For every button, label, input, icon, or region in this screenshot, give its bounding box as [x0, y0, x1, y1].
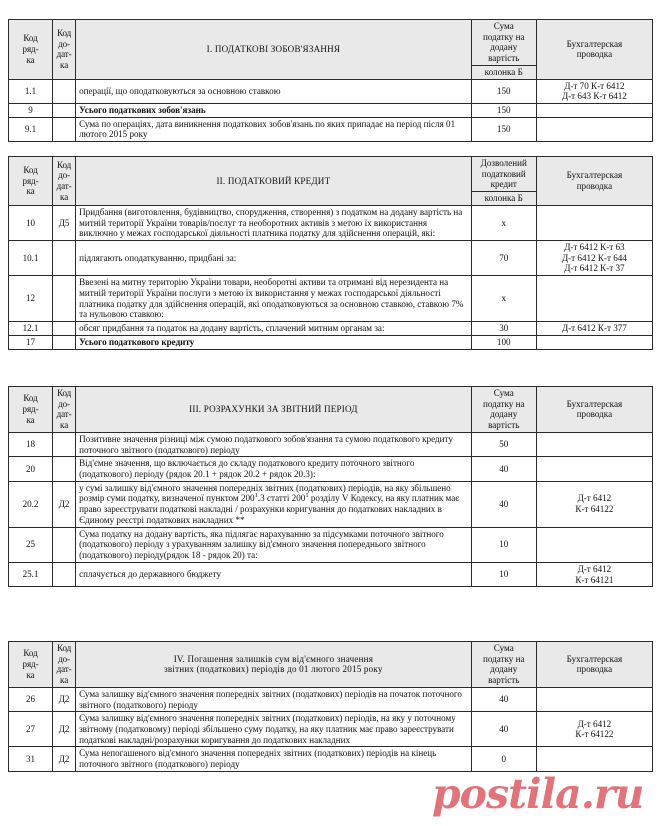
header-line: Код: [56, 159, 72, 170]
header-line: Сума: [493, 21, 514, 31]
row-entry: [536, 117, 652, 141]
title-line: IV. Погашення залишків сум від'ємного значення: [173, 653, 374, 664]
row-annex: [53, 117, 76, 141]
entry-line: Д-т 643 К-т 6412: [561, 91, 627, 102]
row-description: Сума непогашеного від'ємного значення попередніх звітних (податкових) періодів на кінець поточного звітного (податкового) періоду: [76, 747, 472, 771]
section-table-2: [8, 156, 653, 350]
row-code: 12.1: [9, 322, 53, 336]
row-sum: 10: [471, 527, 536, 562]
header-line: податку на: [482, 653, 525, 664]
row-description: у сумі залишку від'ємного значення попередніх звітних (податкових) періодів, на яку збільшено розмір суми податку, визначеної пунктом $200^1.3$ статті $200^1$ розділу V Кодексу, на яку платник має право зареєструвати податкові накладні / розрахунки коригування до податкових накладних в Єдиному реєстрі податкових накладних **: [76, 481, 472, 527]
table-row: [9, 79, 653, 103]
header-entry-2: [536, 157, 652, 206]
header-code-row: [9, 642, 53, 688]
header-line: дат-: [56, 49, 72, 60]
header-code-annex: [53, 157, 76, 206]
table-row: [9, 104, 653, 118]
table-row: [9, 117, 653, 141]
row-annex: Д5: [53, 205, 76, 240]
header-code-row: [9, 387, 53, 433]
table-row: [9, 432, 653, 456]
row-sum: 150: [471, 79, 536, 103]
row-annex: [53, 241, 76, 276]
header-line: до-: [58, 38, 71, 49]
row-description: Усього податкового кредиту: [76, 335, 472, 349]
header-line: проводка: [576, 180, 613, 191]
header-line: Код: [23, 33, 38, 44]
row-description: сплачується до державного бюджету: [76, 562, 472, 586]
row-annex: [53, 562, 76, 586]
entry-line: Д-т 6412: [577, 563, 612, 574]
entry-line: Д-т 6412 К-т 644: [561, 252, 627, 263]
entry-line: Д-т 6412 К-т 377: [561, 323, 627, 334]
header-code-annex: [53, 20, 76, 80]
header-line: Бухгалтерская: [566, 170, 623, 181]
section-title-3: III. РОЗРАХУНКИ ЗА ЗВІТНИЙ ПЕРІОД: [76, 387, 472, 433]
row-annex: Д2: [53, 712, 76, 747]
section-title-4: [76, 642, 472, 688]
header-line: Код: [56, 27, 72, 38]
entry-line: К-т 64122: [575, 729, 614, 740]
row-annex: [53, 79, 76, 103]
header-line: ряд-: [22, 175, 39, 186]
table-row: [9, 747, 653, 771]
table-row: [9, 527, 653, 562]
header-line: додану: [490, 42, 518, 53]
row-entry: [536, 276, 652, 322]
row-code: 27: [9, 712, 53, 747]
section-title-1: I. ПОДАТКОВІ ЗОБОВ'ЯЗАННЯ: [76, 20, 472, 80]
header-line: кредит: [490, 179, 517, 190]
header-line: Код: [23, 393, 38, 404]
row-entry: [536, 712, 652, 747]
row-description: операції, що оподатковуються за основною ставкою: [76, 79, 472, 103]
header-line: ка: [26, 669, 35, 680]
row-sum: х: [471, 205, 536, 240]
header-line: Код: [56, 388, 72, 398]
row-annex: [53, 335, 76, 349]
row-sum: 70: [471, 241, 536, 276]
header-line: ка: [60, 420, 69, 431]
table-row: [9, 276, 653, 322]
table-header-row: [9, 20, 653, 66]
header-line: Бухгалтерская: [566, 653, 623, 664]
row-entry: [536, 747, 652, 771]
header-entry-4: [536, 642, 652, 688]
row-code: 26: [9, 687, 53, 711]
row-description: підлягають оподаткуванню, придбані за:: [76, 241, 472, 276]
column-b-marker-2: колонка Б: [471, 192, 536, 206]
row-entry: [536, 687, 652, 711]
row-entry: [536, 205, 652, 240]
header-line: ряд-: [22, 659, 39, 670]
row-annex: Д2: [53, 687, 76, 711]
row-code: 20.2: [9, 481, 53, 527]
title-line: звітних (податкових) періодів до 01 лютого 2015 року: [164, 664, 383, 675]
entry-line: К-т 64121: [575, 574, 614, 585]
header-line: ка: [26, 414, 35, 425]
row-entry: [536, 432, 652, 456]
row-description: Придбання (виготовлення, будівництво, спорудження, створення) з податком на додану вартість на митній території України товарів/послуг та необоротних активів з метою їх використання виключно у межах господарської діяльності платника податку для здійснення операцій, які:: [76, 205, 472, 240]
header-sum-1: [471, 20, 536, 66]
row-description: Сума залишку від'ємного значення попередніх звітних (податкових) періодів на початок поточного звітного (податкового) періоду: [76, 687, 472, 711]
row-description: Усього податкових зобов'язань: [76, 104, 472, 118]
entry-line: Д-т 6412 К-т 63: [564, 242, 625, 253]
header-entry-3: [536, 387, 652, 433]
row-description: Сума залишку від'ємного значення попередніх звітних (податкових) періодів, на яку у поточному звітному (податковому) періоді збільшено суму податку, на яку платник має право зареєструвати податкові накладні/розрахунки коригування до податкових накладних: [76, 712, 472, 747]
header-line: додану: [490, 409, 518, 420]
row-sum: 100: [471, 335, 536, 349]
header-line: вартість: [488, 53, 520, 64]
header-line: проводка: [576, 49, 613, 60]
header-line: проводка: [576, 664, 613, 675]
header-line: дат-: [56, 180, 72, 191]
header-line: до-: [58, 398, 71, 409]
entry-line: К-т 64122: [575, 504, 614, 515]
row-entry: [536, 241, 652, 276]
row-annex: Д2: [53, 747, 76, 771]
row-code: 17: [9, 335, 53, 349]
header-sum-4: [471, 642, 536, 688]
row-description: Від'ємне значення, що включається до складу податкового кредиту поточного звітного (податкового) періоду (рядок 20.1 + рядок 20.2 + рядок 20.3):: [76, 457, 472, 481]
row-sum: 40: [471, 481, 536, 527]
row-sum: 150: [471, 104, 536, 118]
row-annex: Д2: [53, 481, 76, 527]
row-code: 31: [9, 747, 53, 771]
row-code: 9: [9, 104, 53, 118]
row-sum: 50: [471, 432, 536, 456]
header-line: ка: [60, 675, 69, 686]
table-row: [9, 562, 653, 586]
row-description: Сума податку на додану вартість, яка підлягає нарахуванню за підсумками поточного звітного (податкового) періоду з урахуванням залишку від'ємного значення попереднього звітного (податкового) періоду(рядок 18 - рядок 20) та:: [76, 527, 472, 562]
header-line: Код: [23, 648, 38, 659]
row-entry: [536, 481, 652, 527]
entry-line: Д-т 6412: [577, 718, 612, 729]
row-annex: [53, 322, 76, 336]
section-title-2: II. ПОДАТКОВИЙ КРЕДИТ: [76, 157, 472, 206]
header-line: податку на: [482, 31, 525, 42]
table-header-row: [9, 387, 653, 433]
table-header-row: [9, 157, 653, 192]
row-entry: [536, 322, 652, 336]
section-table-3: [8, 386, 653, 587]
header-line: ряд-: [22, 43, 39, 54]
table-row: [9, 322, 653, 336]
row-sum: 150: [471, 117, 536, 141]
table-row: [9, 687, 653, 711]
row-code: 25: [9, 527, 53, 562]
entry-line: Д-т 70 К-т 6412: [564, 80, 625, 91]
row-entry: [536, 335, 652, 349]
header-line: Бухгалтерская: [566, 398, 623, 409]
header-line: ка: [60, 60, 69, 71]
section-table-4: [8, 641, 653, 772]
header-line: Бухгалтерская: [566, 38, 623, 49]
section-table-1: [8, 19, 653, 142]
row-entry: [536, 562, 652, 586]
header-code-row: [9, 157, 53, 206]
row-annex: [53, 276, 76, 322]
row-sum: 0: [471, 747, 536, 771]
row-sum: 40: [471, 457, 536, 481]
row-code: 12: [9, 276, 53, 322]
row-code: 18: [9, 432, 53, 456]
header-line: Сума: [493, 643, 514, 653]
table-row: [9, 335, 653, 349]
table-row: [9, 241, 653, 276]
row-annex: [53, 457, 76, 481]
row-description: Позитивне значення різниці між сумою податкового зобов'язання та сумою податкового кредиту поточного звітного (податкового) періоду: [76, 432, 472, 456]
entry-line: Д-т 6412 К-т 37: [564, 263, 625, 274]
column-b-marker-1: колонка Б: [471, 65, 536, 79]
header-line: податковий: [481, 168, 526, 179]
row-description: обсяг придбання та податок на додану вартість, сплачений митним органам за:: [76, 322, 472, 336]
row-entry: [536, 457, 652, 481]
row-sum: 30: [471, 322, 536, 336]
header-line: вартість: [488, 420, 520, 431]
table-row: [9, 457, 653, 481]
header-line: проводка: [576, 409, 613, 420]
row-entry: [536, 104, 652, 118]
header-line: додану: [490, 664, 518, 675]
header-line: дат-: [56, 664, 72, 675]
row-description: Сума по операціях, дата виникнення податкових зобов'язань по яких припадає на період після 01 лютого 2015 року: [76, 117, 472, 141]
header-line: до-: [58, 653, 71, 664]
watermark-text: postila.ru: [432, 770, 644, 818]
table-header-row: [9, 642, 653, 688]
row-code: 20: [9, 457, 53, 481]
row-sum: 40: [471, 687, 536, 711]
header-line: Код: [56, 643, 72, 653]
row-entry: [536, 79, 652, 103]
header-code-annex: [53, 642, 76, 688]
header-code-annex: [53, 387, 76, 433]
entry-line: Д-т 6412: [577, 493, 612, 504]
row-code: 10.1: [9, 241, 53, 276]
table-row: [9, 712, 653, 747]
header-sum-3: [471, 387, 536, 433]
header-sum-2: [471, 157, 536, 192]
header-line: до-: [58, 170, 71, 181]
header-line: Сума: [493, 388, 514, 398]
header-line: дат-: [56, 409, 72, 420]
header-line: вартість: [488, 675, 520, 686]
row-code: 25.1: [9, 562, 53, 586]
row-entry: [536, 527, 652, 562]
row-code: 9.1: [9, 117, 53, 141]
table-row: [9, 481, 653, 527]
row-sum: 40: [471, 712, 536, 747]
header-line: Дозволений: [480, 158, 527, 168]
table-row: [9, 205, 653, 240]
row-description: Ввезені на митну територію України товари, необоротні активи та отримані від нерезидента на митній території України послуги з метою їх використання у межах господарської діяльності платника податку для здійснення операцій, які оподатковуються за основною ставкою, ставкою 7% та нульовою ставкою:: [76, 276, 472, 322]
header-line: ряд-: [22, 404, 39, 415]
header-line: податку на: [482, 398, 525, 409]
row-annex: [53, 527, 76, 562]
header-line: ка: [26, 54, 35, 65]
row-sum: 10: [471, 562, 536, 586]
row-code: 10: [9, 205, 53, 240]
row-sum: х: [471, 276, 536, 322]
row-annex: [53, 104, 76, 118]
row-annex: [53, 432, 76, 456]
header-line: Код: [23, 164, 38, 175]
header-entry-1: [536, 20, 652, 80]
row-code: 1.1: [9, 79, 53, 103]
header-line: ка: [60, 191, 69, 202]
header-line: ка: [26, 186, 35, 197]
header-code-row: [9, 20, 53, 80]
